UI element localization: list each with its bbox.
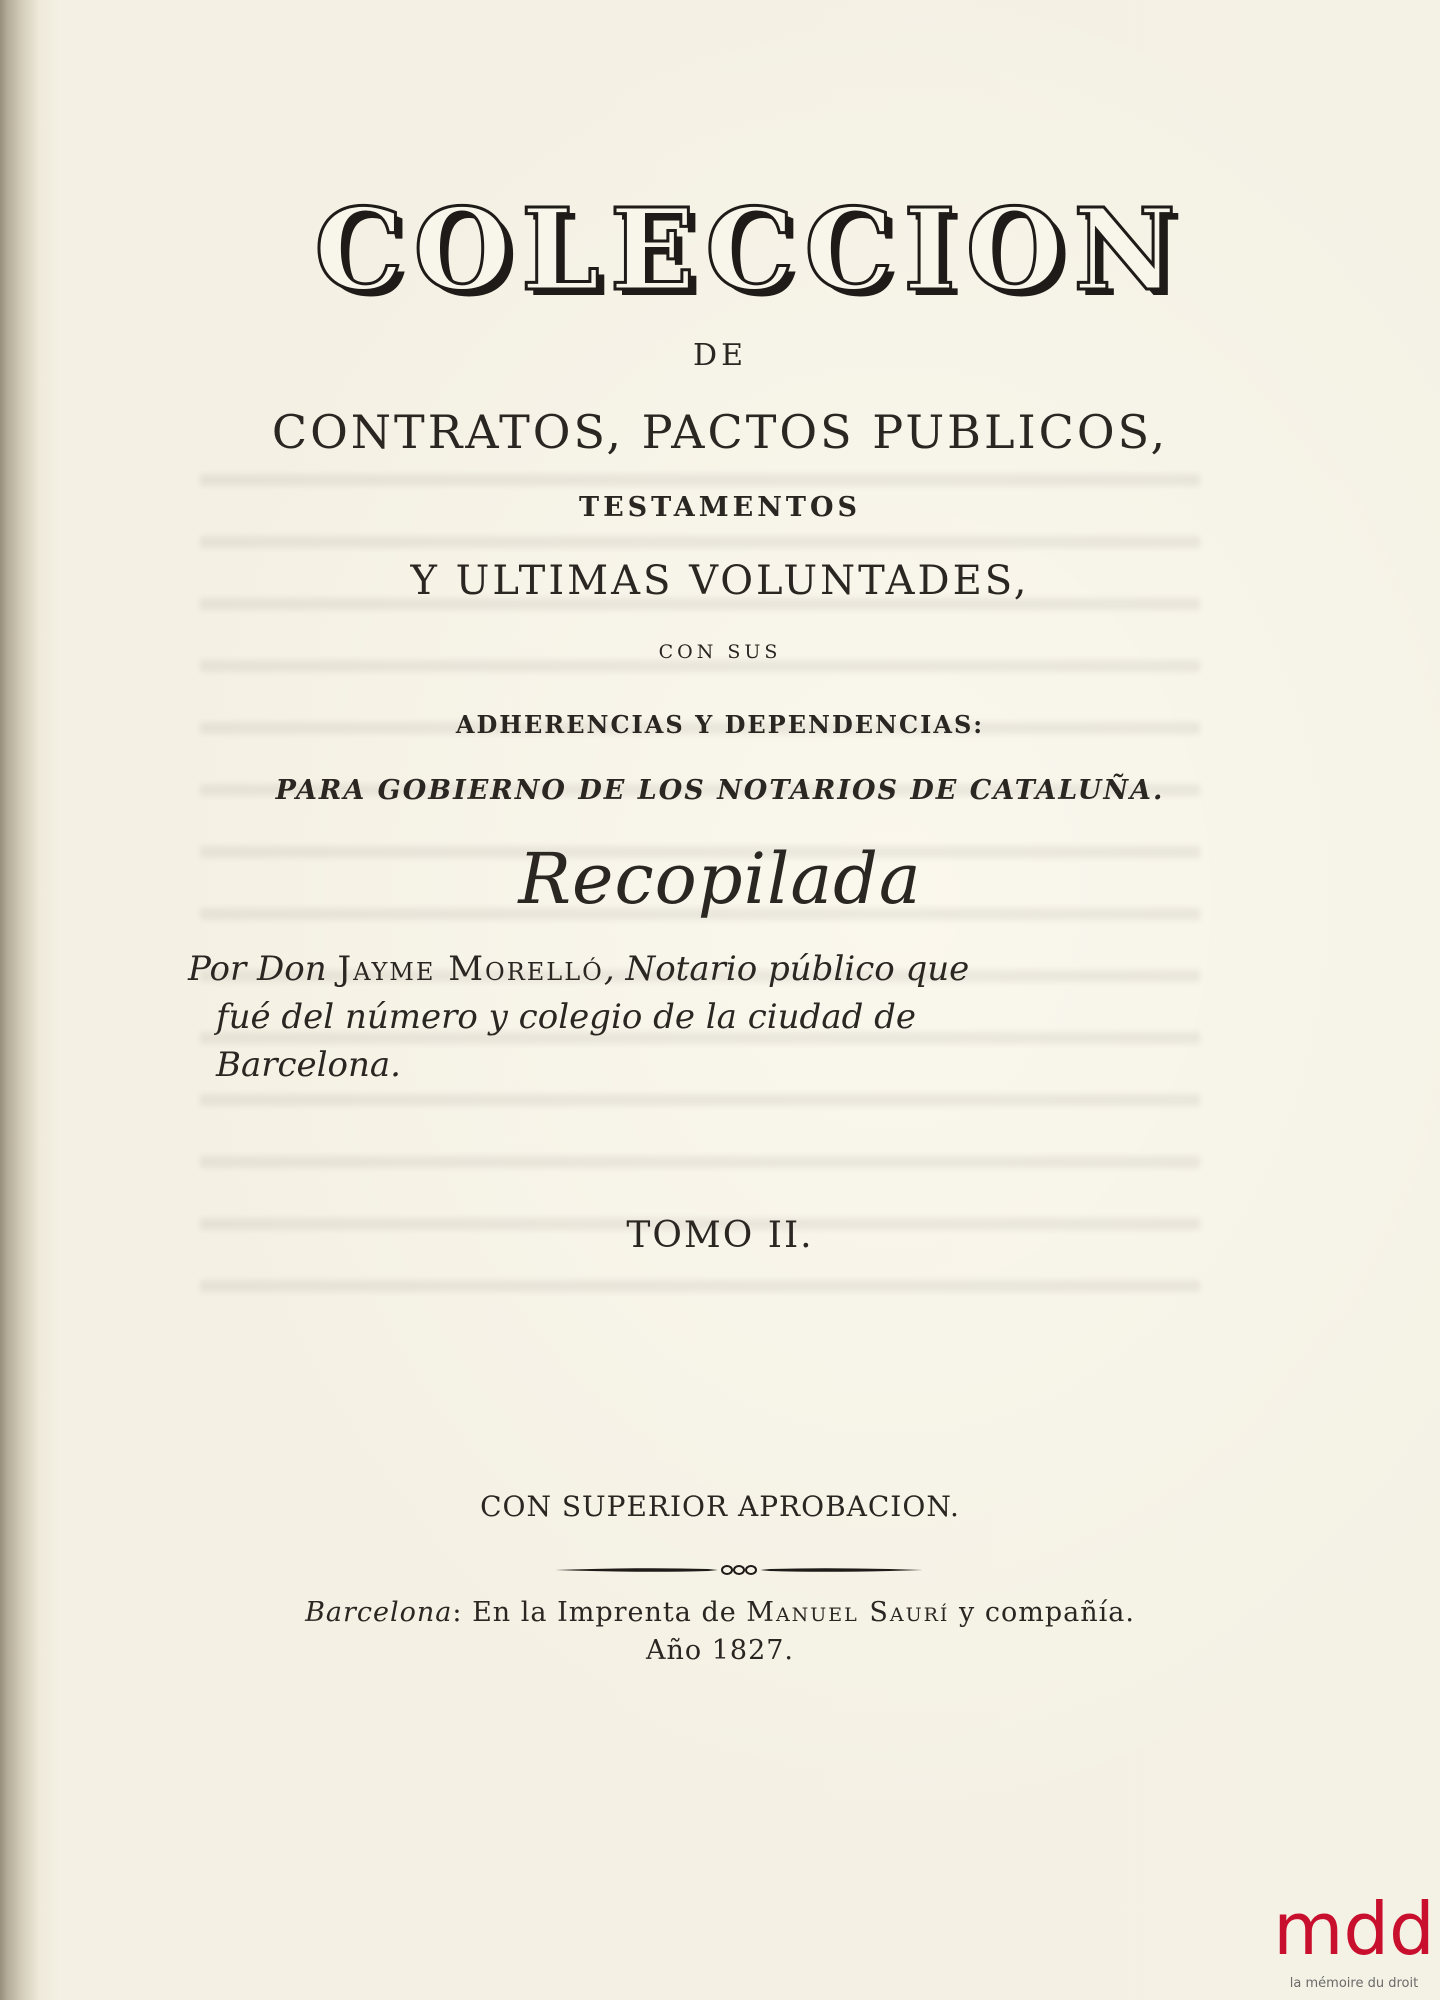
author-name: Jayme Morelló — [337, 949, 604, 989]
ornamental-rule — [553, 1560, 925, 1580]
imprint-city: Barcelona — [305, 1597, 453, 1628]
imprint-printer: Manuel Saurí — [746, 1597, 950, 1628]
title-line-testamentos: TESTAMENTOS — [579, 492, 861, 523]
mdd-logo-mark — [1268, 1888, 1440, 1968]
title-line-adherencias: ADHERENCIAS Y DEPENDENCIAS: — [455, 710, 985, 739]
title-line-para-gobierno: PARA GOBIERNO DE LOS NOTARIOS DE CATALUÑA. — [275, 775, 1165, 806]
volume-number: TOMO II. — [626, 1215, 814, 1256]
imprint-tail: y compañía. — [949, 1597, 1135, 1628]
title-line-contratos: CONTRATOS, PACTOS PUBLICOS, — [271, 405, 1169, 459]
approval-line: CON SUPERIOR APROBACION. — [480, 1490, 960, 1523]
author-statement — [188, 945, 1188, 1089]
imprint-middle: En la Imprenta de — [462, 1597, 747, 1628]
imprint-line — [0, 1597, 1440, 1628]
author-line-2: fué del número y colegio de la ciudad de — [216, 997, 917, 1037]
book-title: COLECCION — [314, 185, 1186, 316]
publication-year: Año 1827. — [645, 1635, 795, 1666]
author-por-don: Por Don — [188, 949, 327, 989]
title-line-con-sus: CON SUS — [658, 641, 782, 663]
mdd-logo-letters: mdd — [1273, 1888, 1435, 1968]
author-line-3: Barcelona. — [216, 1045, 401, 1085]
mdd-logo — [1268, 1888, 1440, 2000]
mdd-logo-caption: la mémoire du droit — [1289, 1976, 1419, 1991]
imprint-colon: : — [452, 1597, 463, 1628]
recopilada-script: Recopilada — [518, 838, 922, 920]
title-line-de: DE — [693, 338, 747, 373]
author-after-name: , Notario público que — [603, 949, 970, 989]
title-line-ultimas-voluntades: Y ULTIMAS VOLUNTADES, — [410, 558, 1030, 604]
